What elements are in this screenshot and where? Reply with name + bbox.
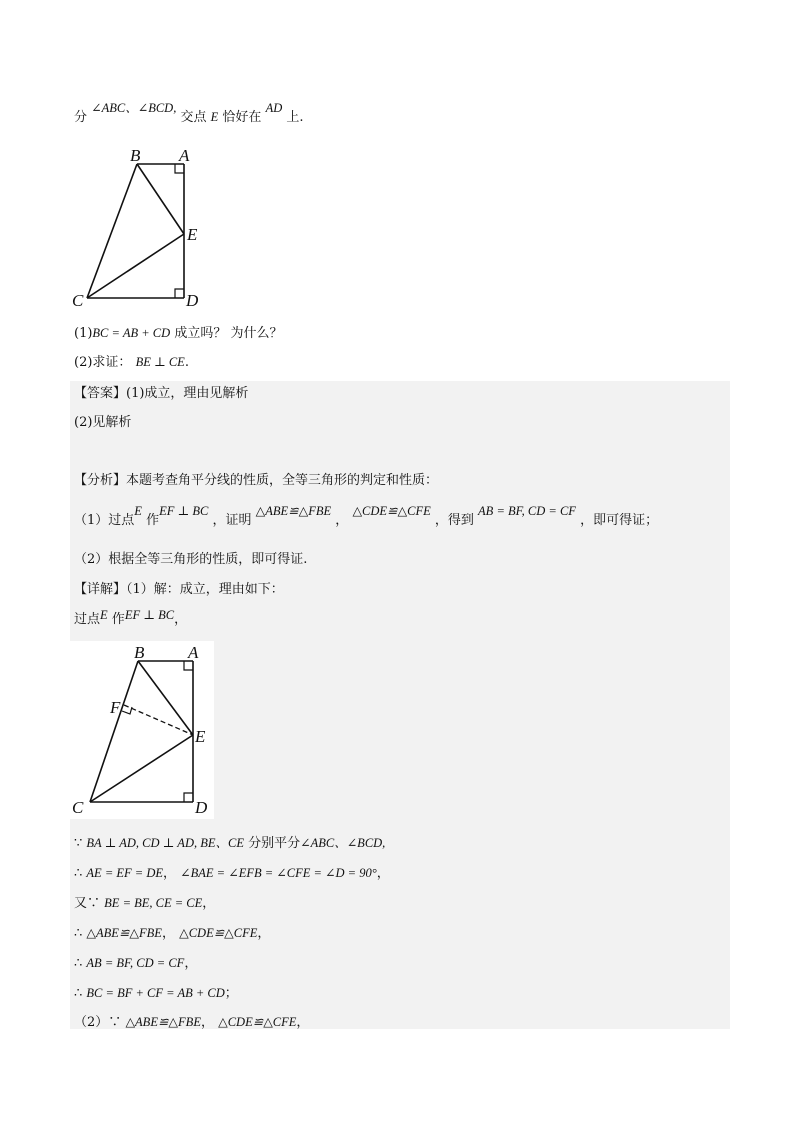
right-angle-a xyxy=(184,661,193,670)
p3-pre: 又 xyxy=(74,896,88,911)
q2-num: (2)求证： xyxy=(74,355,132,370)
detail-heading: 【详解】（1）解：成立，理由如下： xyxy=(74,582,284,597)
question-intro xyxy=(74,101,304,127)
question-part-1 xyxy=(74,324,282,343)
p4-c: △CDE≌△CFE xyxy=(179,926,258,940)
right-angle-d xyxy=(175,289,184,298)
q1-num: (1) xyxy=(74,326,93,341)
p7-num: （2） xyxy=(74,1015,109,1030)
p2-c: ∠BAE = ∠EFB = ∠CFE = ∠D = 90° xyxy=(180,866,377,880)
right-angle-d xyxy=(184,793,193,802)
proof-line-3 xyxy=(74,894,215,913)
p1-c: ∠ABC、∠BCD, xyxy=(300,836,386,850)
p3-sym: ∵ xyxy=(87,896,101,911)
label-d: D xyxy=(186,291,199,310)
label-d: D xyxy=(195,798,208,817)
p4-a: △ABE≌△FBE xyxy=(86,926,162,940)
label-e: E xyxy=(187,225,198,244)
p2-sym: ∴ xyxy=(74,866,83,881)
p7-a: △ABE≌△FBE xyxy=(125,1015,201,1029)
intro-point: E xyxy=(210,110,219,124)
detail-construction xyxy=(74,610,187,629)
step1-d: ， xyxy=(335,513,349,528)
label-f: F xyxy=(110,698,121,717)
proof-line-7 xyxy=(74,1013,309,1032)
proof-line-1 xyxy=(74,834,385,853)
label-b: B xyxy=(130,146,141,165)
p4-b: ， xyxy=(161,926,175,941)
p7-b: ， xyxy=(200,1015,214,1030)
construct-point: E xyxy=(100,608,108,622)
intro-end: 上. xyxy=(286,110,304,125)
segment-be xyxy=(138,661,193,735)
analysis-step-1 xyxy=(74,504,659,530)
analysis-step-2: （2）根据全等三角形的性质，即可得证. xyxy=(74,552,308,567)
q2-end: . xyxy=(184,355,189,370)
label-c: C xyxy=(72,291,84,310)
p5-b: ， xyxy=(184,956,198,971)
figure-trapezoid xyxy=(70,146,220,312)
question-part-2 xyxy=(74,353,189,372)
p6-b: ； xyxy=(224,986,238,1001)
step1-perp: EF ⊥ BC xyxy=(159,504,209,518)
right-angle-a xyxy=(175,164,184,173)
p2-a: AE = EF = DE xyxy=(86,866,163,880)
p3-b: ， xyxy=(202,896,216,911)
construct-perp: EF ⊥ BC xyxy=(124,608,175,622)
segment-ce xyxy=(87,234,184,298)
construct-c: ， xyxy=(174,612,188,627)
label-a: A xyxy=(188,643,199,662)
p6-sym: ∴ xyxy=(74,986,83,1001)
label-e: E xyxy=(195,727,206,746)
segment-be xyxy=(137,164,184,234)
proof-line-4 xyxy=(74,924,270,943)
label-c: C xyxy=(72,798,84,817)
p5-a: AB = BF, CD = CF xyxy=(86,956,185,970)
p7-d: ， xyxy=(296,1015,310,1030)
step1-b: 作 xyxy=(146,513,160,528)
p7-sym: ∵ xyxy=(108,1015,122,1030)
answer-line-1: 【答案】(1)成立，理由见解析 xyxy=(74,386,249,401)
label-b: B xyxy=(134,643,145,662)
step1-cong1: △ABE≌△FBE xyxy=(255,504,332,518)
p6-a: BC = BF + CF = AB + CD xyxy=(86,986,225,1000)
p2-d: ， xyxy=(376,866,390,881)
segment-cb xyxy=(87,164,137,298)
answer-line-2: (2)见解析 xyxy=(74,415,132,430)
proof-line-2 xyxy=(74,864,390,883)
analysis-heading: 【分析】本题考查角平分线的性质，全等三角形的判定和性质： xyxy=(74,473,439,488)
figure-construction xyxy=(70,641,214,819)
right-angle-f xyxy=(122,707,132,714)
p5-sym: ∴ xyxy=(74,956,83,971)
intro-angles: ∠ABC、∠BCD, xyxy=(91,101,177,115)
p2-b: ， xyxy=(163,866,177,881)
step1-cong2: △CDE≌△CFE xyxy=(352,504,431,518)
step1-point: E xyxy=(134,504,142,518)
proof-line-6 xyxy=(74,984,238,1003)
q1-expr: BC = AB + CD xyxy=(92,326,171,340)
construct-a: 过点 xyxy=(74,612,101,627)
step1-f: ，即可得证； xyxy=(580,513,659,528)
p1-a: BA ⊥ AD, CD ⊥ AD, BE、CE xyxy=(86,836,244,850)
p1-b: 分别平分 xyxy=(248,836,301,851)
q2-expr: BE ⊥ CE xyxy=(135,355,185,369)
step1-c: ，证明 xyxy=(212,513,252,528)
p1-sym: ∵ xyxy=(74,836,83,851)
segment-cb xyxy=(90,661,138,802)
intro-mid: 交点 xyxy=(180,110,207,125)
p4-d: ， xyxy=(257,926,271,941)
intro-pre: 分 xyxy=(74,110,88,125)
intro-post: 恰好在 xyxy=(222,110,262,125)
step1-eqs: AB = BF, CD = CF xyxy=(478,504,576,518)
segment-ce xyxy=(90,735,193,802)
construct-b: 作 xyxy=(111,612,125,627)
intro-segment: AD xyxy=(265,101,283,115)
q1-text: 成立吗？ 为什么？ xyxy=(174,326,283,341)
p7-c: △CDE≌△CFE xyxy=(218,1015,297,1029)
p4-sym: ∴ xyxy=(74,926,83,941)
p3-a: BE = BE, CE = CE xyxy=(104,896,203,910)
proof-line-5 xyxy=(74,954,197,973)
label-a: A xyxy=(179,146,190,165)
step1-a: （1）过点 xyxy=(74,513,135,528)
step1-e: ，得到 xyxy=(434,513,474,528)
